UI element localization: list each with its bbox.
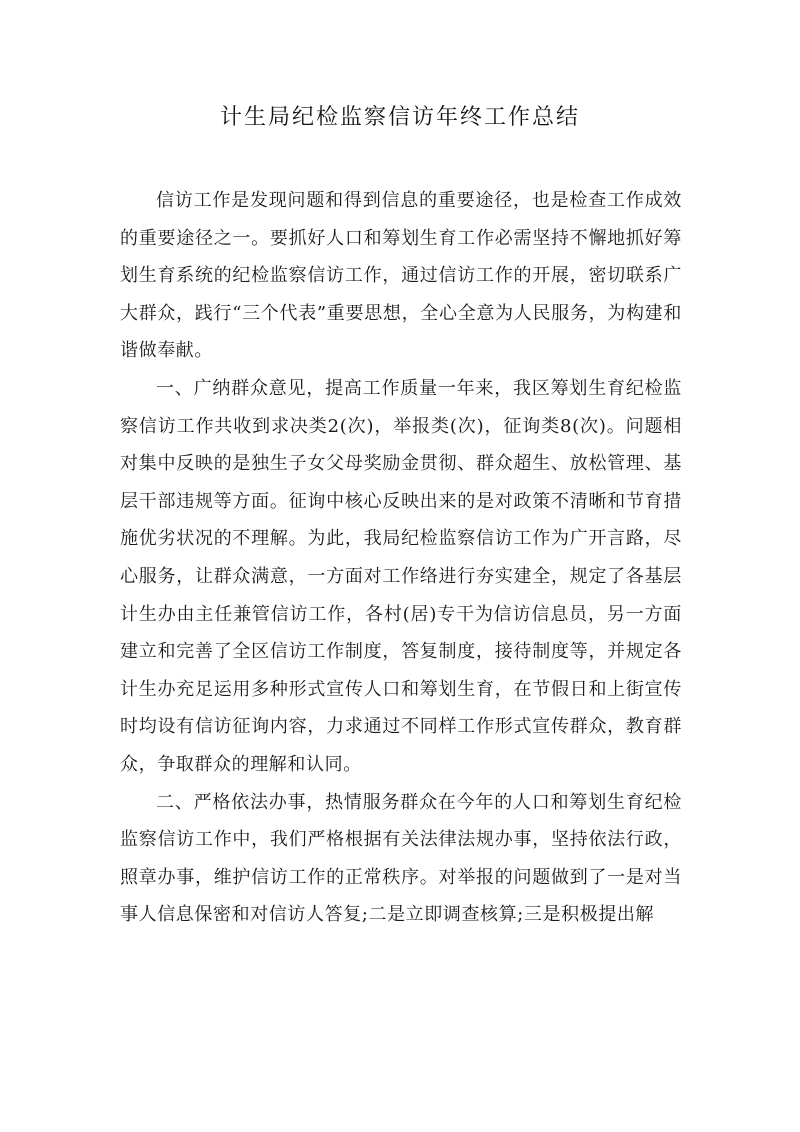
paragraph-intro: 信访工作是发现问题和得到信息的重要途径，也是检查工作成效的重要途径之一。要抓好人口和筹划生育工作必需坚持不懈地抓好筹划生育系统的纪检监察信访工作，通过信访工作的开展，密切联系广大群众，践行“三个代表”重要思想，全心全意为人民服务，为构建和谐做奉献。 [120, 190, 682, 362]
document-body [120, 182, 682, 934]
paragraph-section-2: 二、严格依法办事，热情服务群众在今年的人口和筹划生育纪检监察信访工作中，我们严格根据有关法律法规办事，坚持依法行政，照章办事，维护信访工作的正常秩序。对举报的问题做到了一是对当事人信息保密和对信访人答复;二是立即调查核算;三是积极提出解 [120, 791, 682, 926]
document-title: 计生局纪检监察信访年终工作总结 [219, 105, 580, 130]
paragraph-section-1: 一、广纳群众意见，提高工作质量一年来，我区筹划生育纪检监察信访工作共收到求决类2(次)，举报类(次)，征询类8(次)。问题相对集中反映的是独生子女父母奖励金贯彻、群众超生、放松管理、基层干部违规等方面。征询中核心反映出来的是对政策不清晰和节育措施优劣状况的不理解。为此，我局纪检监察信访工作为广开言路，尽心服务，让群众满意，一方面对工作络进行夯实建全，规定了各基层计生办由主任兼管信访工作，各村(居)专干为信访信息员，另一方面建立和完善了全区信访工作制度，答复制度，接待制度等，并规定各计生办充足运用多种形式宣传人口和筹划生育，在节假日和上街宣传时均设有信访征询内容，力求通过不同样工作形式宣传群众，教育群众，争取群众的理解和认同。 [120, 377, 682, 775]
